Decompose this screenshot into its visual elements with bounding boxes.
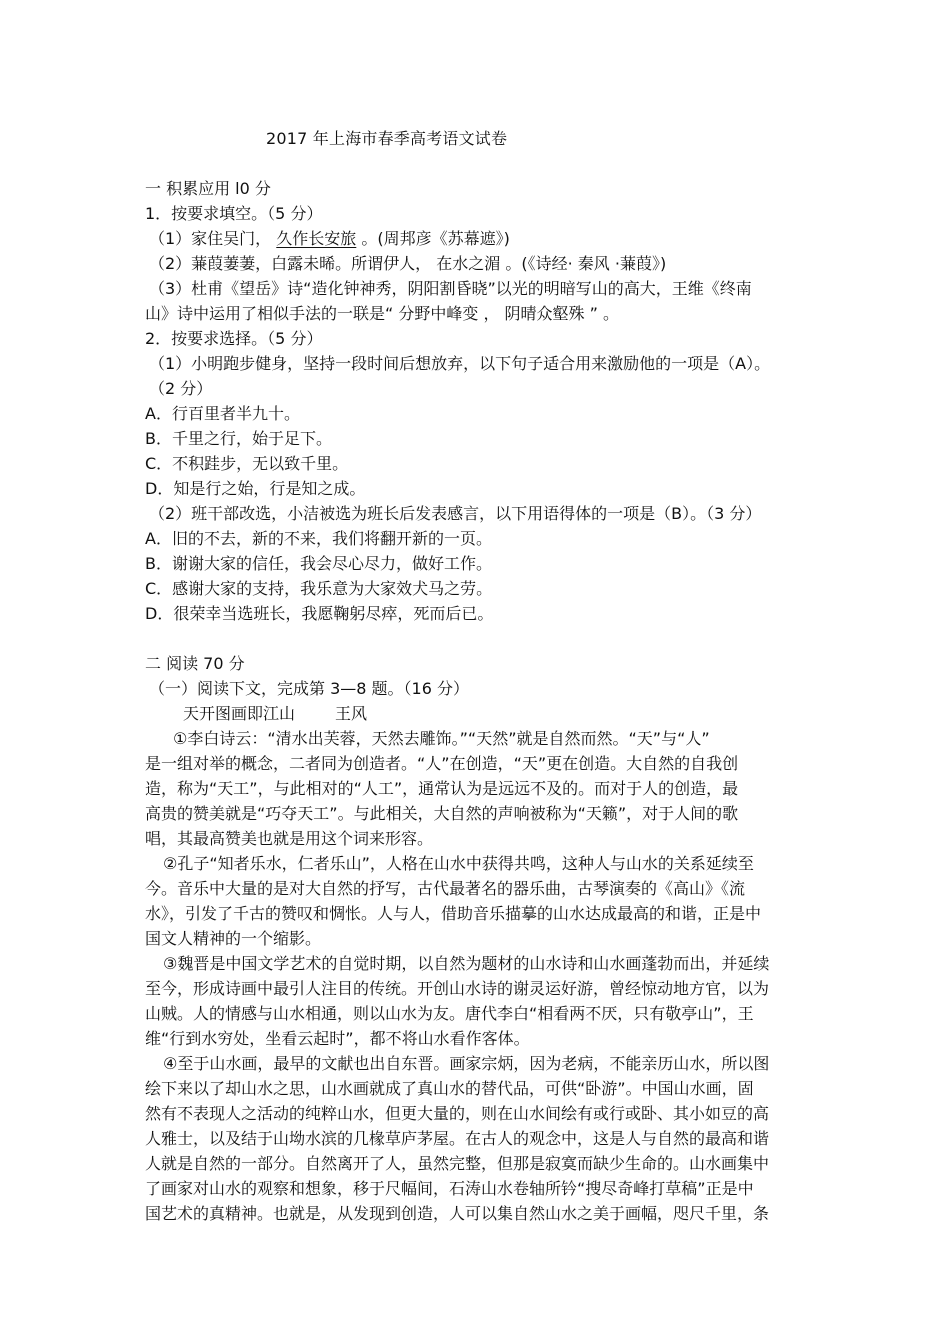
paragraph-line: 了画家对山水的观察和想象，移于尺幅间，石涛山水卷轴所钤“搜尽奇峰打草稿”正是中: [145, 1179, 754, 1198]
paragraph-line: 今。音乐中大量的是对大自然的抒写，古代最著名的器乐曲，古琴演奏的《高山》《流: [145, 879, 746, 898]
q2-sub1-line2: （2 分）: [149, 379, 213, 398]
paragraph-3: [145, 951, 810, 1051]
exam-body: [145, 176, 810, 1226]
paragraph-line: 唱，其最高赞美也就是用这个词来形容。: [145, 829, 434, 848]
q1-item2: （2）蒹葭萋萋，白露未晞。所谓伊人， 在水之湄 。(《诗经· 秦风 ·蒹葭》): [149, 254, 667, 273]
article-heading: [145, 701, 810, 726]
q2-sub1-line1: （1）小明跑步健身，坚持一段时间后想放弃，以下句子适合用来激励他的一项是（A）。: [149, 354, 771, 373]
paragraph-line: 维“行到水穷处，坐看云起时”，都不将山水看作客体。: [145, 1029, 530, 1048]
paragraph-line: 是一组对举的概念，二者同为创造者。“人”在创造，“天”更在创造。大自然的自我创: [145, 754, 739, 773]
paragraph-line: 至今，形成诗画中最引人注目的传统。开创山水诗的谢灵运好游，曾经惊动地方官，以为: [145, 979, 770, 998]
paragraph-line: ②孔子“知者乐水，仁者乐山”，人格在山水中获得共鸣，这种人与山水的关系延续至: [163, 854, 754, 873]
paragraph-line: 造，称为“天工”，与此相对的“人工”，通常认为是远远不及的。而对于人的创造，最: [145, 779, 739, 798]
paragraph-line: 国文人精神的一个缩影。: [145, 929, 322, 948]
q1-item1-post: 。(周邦彦《苏幕遮》): [361, 229, 510, 248]
q2-sub1-option-b: B．千里之行，始于足下。: [145, 429, 332, 448]
q1-item1: [145, 226, 810, 251]
q1-item1-answer: 久作长安旅: [276, 229, 357, 248]
paragraph-line: 高贵的赞美就是“巧夺天工”。与此相关，大自然的声响被称为“天籁”，对于人间的歌: [145, 804, 739, 823]
paragraph-2: [145, 851, 810, 951]
paragraph-line: 山贼。人的情感与山水相通，则以山水为友。唐代李白“相看两不厌，只有敬亭山”，王: [145, 1004, 754, 1023]
q2-sub1-option-c: C．不积跬步，无以致千里。: [145, 454, 349, 473]
q2-sub2-option-d: D．很荣幸当选班长，我愿鞠躬尽瘁，死而后已。: [145, 604, 494, 623]
q1-item3-line1: （3）杜甫《望岳》诗“造化钟神秀，阴阳割昏晓”以光的明暗写山的高大，王维《终南: [149, 279, 752, 298]
q1-item3-line2: 山》诗中运用了相似手法的一联是“ 分野中峰变 ， 阴晴众壑殊 ” 。: [145, 304, 620, 323]
section1-heading: 一 积累应用 l0 分: [145, 179, 271, 198]
paragraph-line: ①李白诗云：“清水出芙蓉，天然去雕饰。”“天然”就是自然而然。“天”与“人”: [173, 729, 710, 748]
paragraph-line: ③魏晋是中国文学艺术的自觉时期，以自然为题材的山水诗和山水画蓬勃而出，并延续: [163, 954, 770, 973]
q1-item1-pre: （1）家住吴门，: [149, 229, 272, 248]
article-author: 王风: [335, 704, 368, 723]
paragraph-line: 国艺术的真精神。也就是，从发现到创造，人可以集自然山水之美于画幅，咫尺千里，条: [145, 1204, 770, 1223]
q2-sub2-option-c: C．感谢大家的支持，我乐意为大家效犬马之劳。: [145, 579, 493, 598]
q2-sub2-option-b: B．谢谢大家的信任，我会尽心尽力，做好工作。: [145, 554, 492, 573]
q2-sub2-line: （2）班干部改选，小洁被选为班长后发表感言，以下用语得体的一项是（B）。（3 分）: [149, 504, 762, 523]
section2-heading: 二 阅读 70 分: [145, 654, 245, 673]
part1-stem: （一）阅读下文，完成第 3—8 题。（16 分）: [149, 679, 469, 698]
q2-stem: 2．按要求选择。（5 分）: [145, 329, 323, 348]
q2-sub1-option-a: A．行百里者半九十。: [145, 404, 300, 423]
paragraph-line: 然有不表现人之活动的纯粹山水，但更大量的，则在山水间绘有或行或卧、其小如豆的高: [145, 1104, 770, 1123]
article-title: 天开图画即江山: [183, 704, 296, 723]
paragraph-1: [145, 726, 810, 851]
exam-title: 2017 年上海市春季高考语文试卷: [266, 129, 508, 148]
q2-sub2-option-a: A．旧的不去，新的不来，我们将翻开新的一页。: [145, 529, 492, 548]
section-gap: [145, 626, 810, 651]
paragraph-line: 水》，引发了千古的赞叹和惆怅。人与人，借助音乐描摹的山水达成最高的和谐，正是中: [145, 904, 762, 923]
paragraph-line: ④至于山水画，最早的文献也出自东晋。画家宗炳，因为老病，不能亲历山水，所以图: [163, 1054, 770, 1073]
q1-stem: 1．按要求填空。（5 分）: [145, 204, 323, 223]
paragraph-4: [145, 1051, 810, 1226]
q2-sub1-option-d: D．知是行之始，行是知之成。: [145, 479, 366, 498]
paragraph-line: 人就是自然的一部分。自然离开了人，虽然完整，但那是寂寞而缺少生命的。山水画集中: [145, 1154, 770, 1173]
paragraph-line: 人雅士，以及结于山坳水滨的几椽草庐茅屋。在古人的观念中，这是人与自然的最高和谐: [145, 1129, 770, 1148]
paragraph-line: 绘下来以了却山水之思，山水画就成了真山水的替代品，可供“卧游”。中国山水画，固: [145, 1079, 754, 1098]
